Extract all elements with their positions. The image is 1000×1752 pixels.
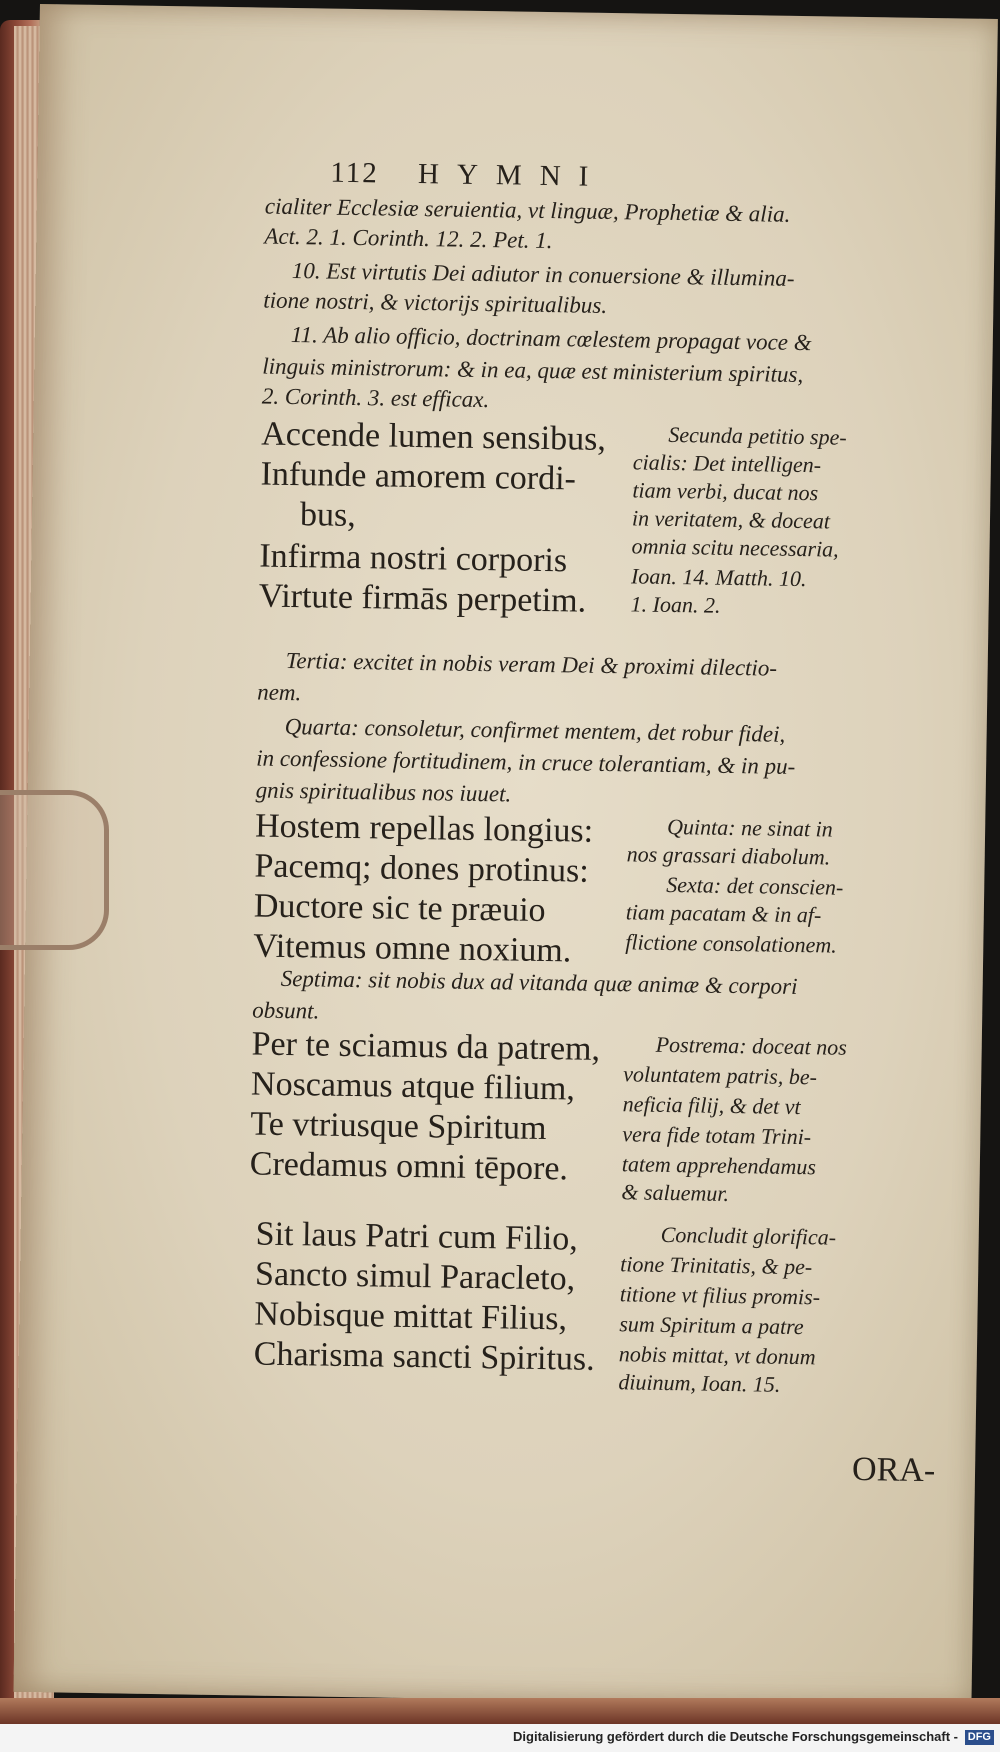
hymn-verse: Hostem repellas longius: xyxy=(254,807,594,850)
book-cover-bottom-edge xyxy=(0,1698,1000,1724)
gloss-line: diuinum, Ioan. 15. xyxy=(618,1369,781,1397)
hymn-verse: Infunde amorem cordi- xyxy=(260,455,577,498)
catchword: ORA- xyxy=(851,1450,936,1490)
page-number: 112 xyxy=(330,156,380,190)
gloss-line: Secunda petitio spe- xyxy=(668,421,847,450)
gloss-line: 1. Ioan. 2. xyxy=(630,591,721,618)
hymn-verse: Infirma nostri corporis xyxy=(259,537,568,580)
gloss-line: omnia scitu necessaria, xyxy=(631,533,839,562)
hymn-verse: Per te sciamus da patrem, xyxy=(251,1025,601,1068)
prose-line: in confessione fortitudinem, in cruce tolerantiam, & in pu- xyxy=(255,745,796,779)
gloss-line: nos grassari diabolum. xyxy=(626,841,831,870)
prose-line: linguis ministrorum: & in ea, quæ est ministerium spiritus, xyxy=(262,353,804,388)
prose-line: Act. 2. 1. Corinth. 12. 2. Pet. 1. xyxy=(264,223,553,254)
hymn-verse: Ductore sic te præuio xyxy=(253,887,546,930)
gloss-line: Quinta: ne sinat in xyxy=(666,813,833,842)
gloss-line: Sexta: det conscien- xyxy=(666,871,844,900)
hymn-verse: bus, xyxy=(299,496,357,535)
hymn-verse: Nobisque mittat Filius, xyxy=(254,1295,568,1338)
running-head xyxy=(330,157,606,194)
prose-line: cialiter Ecclesiæ seruientia, vt linguæ, Prophetiæ & alia. xyxy=(264,193,791,227)
prose-line: tione nostri, & victorijs spiritualibus. xyxy=(263,287,608,318)
hymn-verse: Sit laus Patri cum Filio, xyxy=(255,1215,579,1258)
prose-line: nem. xyxy=(257,679,302,706)
hymn-verse: Noscamus atque filium, xyxy=(250,1065,576,1108)
gloss-line: in veritatem, & doceat xyxy=(631,505,831,534)
prose-line: gnis spiritualibus nos iuuet. xyxy=(255,777,512,807)
book-clasp xyxy=(0,790,109,950)
gloss-line: tione Trinitatis, & pe- xyxy=(620,1251,813,1280)
prose-line: 11. Ab alio officio, doctrinam cœlestem propagat voce & xyxy=(290,321,812,356)
dfg-logo: DFG xyxy=(965,1730,994,1745)
hymn-verse: Vitemus omne noxium. xyxy=(252,927,572,970)
gloss-line: titione vt filius promis- xyxy=(619,1281,821,1310)
hymn-verse: Accende lumen sensibus, xyxy=(260,415,607,458)
hymn-verse: Virtute firmās perpetim. xyxy=(258,577,587,620)
prose-line: 2. Corinth. 3. est efficax. xyxy=(261,383,490,413)
hymn-verse: Credamus omni tēpore. xyxy=(249,1145,569,1188)
prose-line: obsunt. xyxy=(252,997,320,1024)
gloss-line: voluntatem patris, be- xyxy=(623,1061,818,1090)
book-page xyxy=(13,4,997,1707)
gloss-line: Ioan. 14. Matth. 10. xyxy=(630,563,807,592)
gloss-line: vera fide totam Trini- xyxy=(622,1121,812,1150)
prose-line: Septima: sit nobis dux ad vitanda quæ animæ & corpori xyxy=(280,965,798,1000)
gloss-line: & saluemur. xyxy=(621,1179,730,1206)
running-title: HYMNI xyxy=(417,157,607,193)
gloss-line: cialis: Det intelligen- xyxy=(632,449,822,478)
prose-line: 10. Est virtutis Dei adiutor in conuersione & illumina- xyxy=(291,257,795,291)
gloss-line: flictione consolationem. xyxy=(625,929,837,958)
gloss-line: tiam pacatam & in af- xyxy=(625,899,822,928)
gloss-line: Concludit glorifica- xyxy=(660,1221,837,1250)
gloss-line: sum Spiritum a patre xyxy=(619,1311,804,1340)
gloss-line: tatem apprehendamus xyxy=(621,1151,817,1180)
gloss-line: nobis mittat, vt donum xyxy=(618,1341,816,1370)
prose-line: Quarta: consoletur, confirmet mentem, det robur fidei, xyxy=(284,713,786,747)
hymn-verse: Pacemq; dones protinus: xyxy=(254,847,590,890)
prose-line: Tertia: excitet in nobis veram Dei & proximi dilectio- xyxy=(285,647,778,681)
footer-bar xyxy=(0,1724,1000,1752)
gloss-line: neficia filij, & det vt xyxy=(622,1091,801,1120)
funding-credit: Digitalisierung gefördert durch die Deutsche Forschungsgemeinschaft - xyxy=(513,1729,958,1744)
gloss-line: Postrema: doceat nos xyxy=(655,1031,847,1060)
hymn-verse: Te vtriusque Spiritum xyxy=(250,1105,547,1148)
gloss-line: tiam verbi, ducat nos xyxy=(632,477,819,506)
hymn-verse: Sancto simul Paracleto, xyxy=(254,1255,576,1298)
hymn-verse: Charisma sancti Spiritus. xyxy=(253,1335,595,1378)
